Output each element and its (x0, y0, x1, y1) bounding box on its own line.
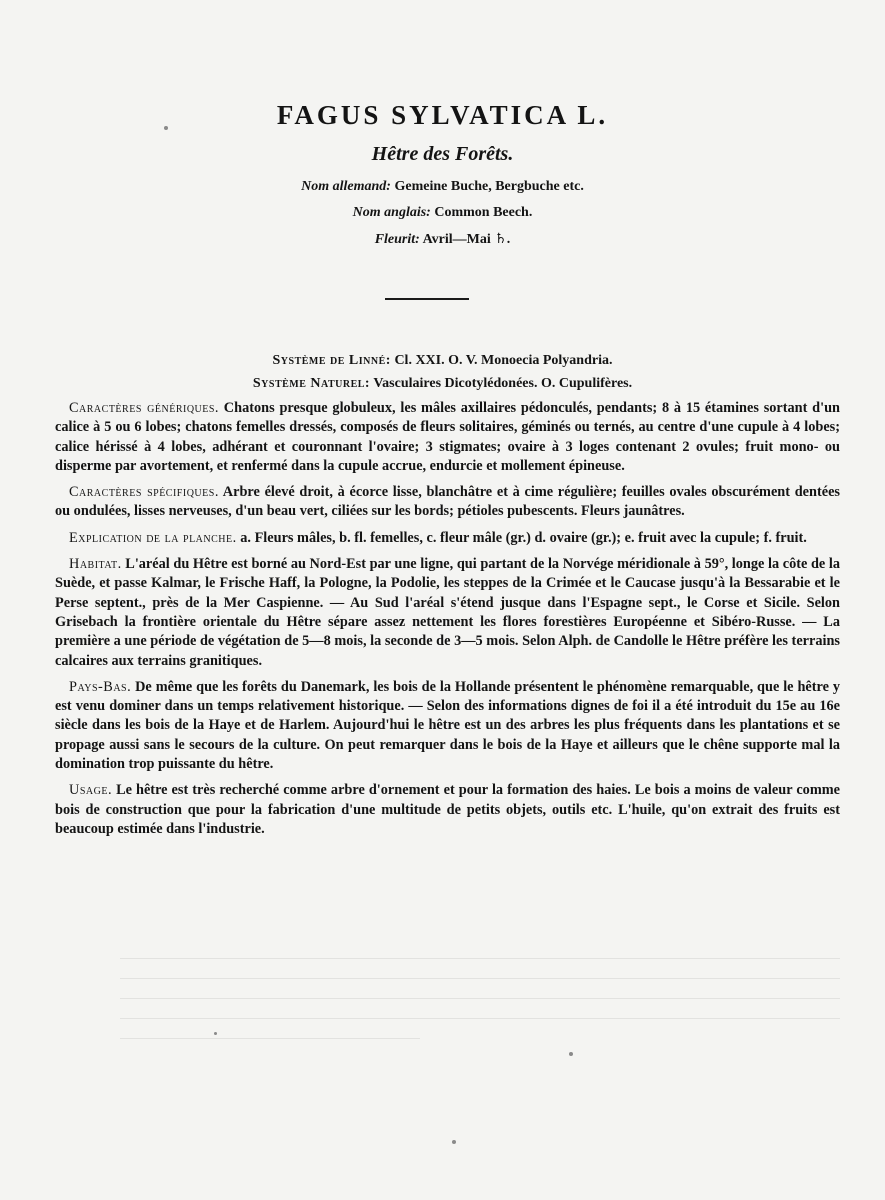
paragraph-usage (55, 781, 840, 839)
bleed-through-line (120, 958, 840, 959)
body-text (55, 399, 840, 846)
paragraph-text: L'aréal du Hêtre est borné au Nord-Est par une ligne, qui partant de la Norvége méridionale à 59°, longe la côte de la Suède, et passe Kalmar, le Frische Haff, la Pologne, la Podolie, les steppes de la Crimée et le Caucase jusqu'à la Bessarabie et le Perse septent., près de la Mer Caspienne. — Au Sud l'aréal s'étend jusque dans l'Espagne sept., le Corse et Sicile. Selon Grisebach la frontière orientale du Hêtre sépare assez nettement les flores forestières Européenne et Sibéro-Russe. — La première a une période de végétation de 5—8 mois, la seconde de 3—5 mois. Selon Alph. de Candolle le Hêtre préfère les terrains calcaires aux terrains granitiques. (55, 556, 840, 669)
dust-speck (569, 1052, 573, 1056)
linnaean-system: Cl. XXI. O. V. Monoecia Polyandria. (394, 353, 613, 368)
page-title: FAGUS SYLVATICA L. (276, 100, 609, 130)
paragraph-lead: Habitat. (69, 556, 122, 573)
paragraph-text: Le hêtre est très recherché comme arbre d'ornement et pour la formation des haies. Le bois a moins de valeur comme bois de construction que pour la fabrication d'une multitude de petits objets, outils etc. L'huile, qu'on extrait des fruits est beaucoup estimée dans l'industrie. (55, 782, 840, 837)
paragraph-text: De même que les forêts du Danemark, les bois de la Hollande présentent le phénomène remarquable, que le hêtre y est venu dominer dans un temps relativement historique. — Selon des informations dignes de foi il a été introduit du 15e au 16e siècle dans les bois de la Haye et de Harlem. Aujourd'hui le hêtre est un des arbres les plus fréquents dans les plantations et se propage aussi sans le secours de la culture. On peut remarquer dans le bois de la Haye et ailleurs que le chêne supporte mal la domination trop puissante du hêtre. (55, 678, 840, 773)
paragraph-lead: Explication de la planche. (69, 529, 237, 546)
bleed-through-line (120, 978, 840, 979)
english-name: Common Beech. (434, 205, 533, 220)
bleed-through-line (120, 1038, 420, 1039)
paragraph-generic-characters (55, 399, 840, 476)
paragraph-text: a. Fleurs mâles, b. fl. femelles, c. fleur mâle (gr.) d. ovaire (gr.); e. fruit avec la cupule; f. fruit. (236, 529, 807, 546)
paragraph-lead: Usage. (69, 782, 113, 799)
paragraph-lead: Pays-Bas. (69, 678, 132, 695)
paragraph-text: Chatons presque globuleux, les mâles axillaires pédonculés, pendants; 8 à 15 étamines sortant d'un calice à 5 ou 6 lobes; chatons femelles dressés, composés de fleurs solitaires, géminés ou ternés, au centre d'une cupule à 4 lobes; calice hérissé à 4 lobes, adhérant et couronnant l'ovaire; 3 stigmates; ovaire à 3 loges contenant 2 ovules; fruit mono- ou disperme par avortement, et renfermé dans la cupule accrue, endurcie et mollement épineuse. (55, 400, 840, 474)
paragraph-habitat (55, 555, 840, 671)
dust-speck (452, 1140, 456, 1144)
natural-system: Vasculaires Dicotylédonées. O. Cupulifères. (373, 376, 633, 391)
divider-rule (385, 298, 469, 300)
dust-speck (164, 126, 168, 130)
bleed-through-line (120, 1018, 840, 1019)
bleed-through-line (120, 998, 840, 999)
paragraph-lead: Caractères spécifiques. (69, 484, 219, 501)
paragraph-specific-characters (55, 483, 840, 522)
dust-speck (214, 1032, 217, 1035)
german-name-line (0, 179, 885, 195)
english-name-line (0, 205, 885, 221)
english-name-label: Nom anglais: (352, 205, 431, 220)
linnaean-system-line (0, 353, 885, 369)
flowering-period: Avril—Mai ♄. (422, 232, 511, 247)
paragraph-plate-explanation (55, 529, 840, 548)
linnaean-system-label: Système de Linné: (272, 353, 391, 368)
flowering-label: Fleurit: (374, 232, 420, 247)
paragraph-text: Arbre élevé droit, à écorce lisse, blanchâtre et à cime régulière; feuilles ovales obscurément dentées ou ondulées, lisses nerveuses, d'un beau vert, ciliées sur les bords; pétioles pubescents. Fleurs jaunâtres. (55, 484, 840, 520)
paragraph-netherlands (55, 678, 840, 774)
natural-system-label: Système Naturel: (252, 376, 371, 391)
german-name: Gemeine Buche, Bergbuche etc. (394, 179, 584, 194)
page-subtitle: Hêtre des Forêts. (371, 143, 514, 165)
natural-system-line (0, 376, 885, 392)
flowering-line (0, 231, 885, 248)
german-name-label: Nom allemand: (301, 179, 391, 194)
paragraph-lead: Caractères génériques. (69, 400, 220, 416)
